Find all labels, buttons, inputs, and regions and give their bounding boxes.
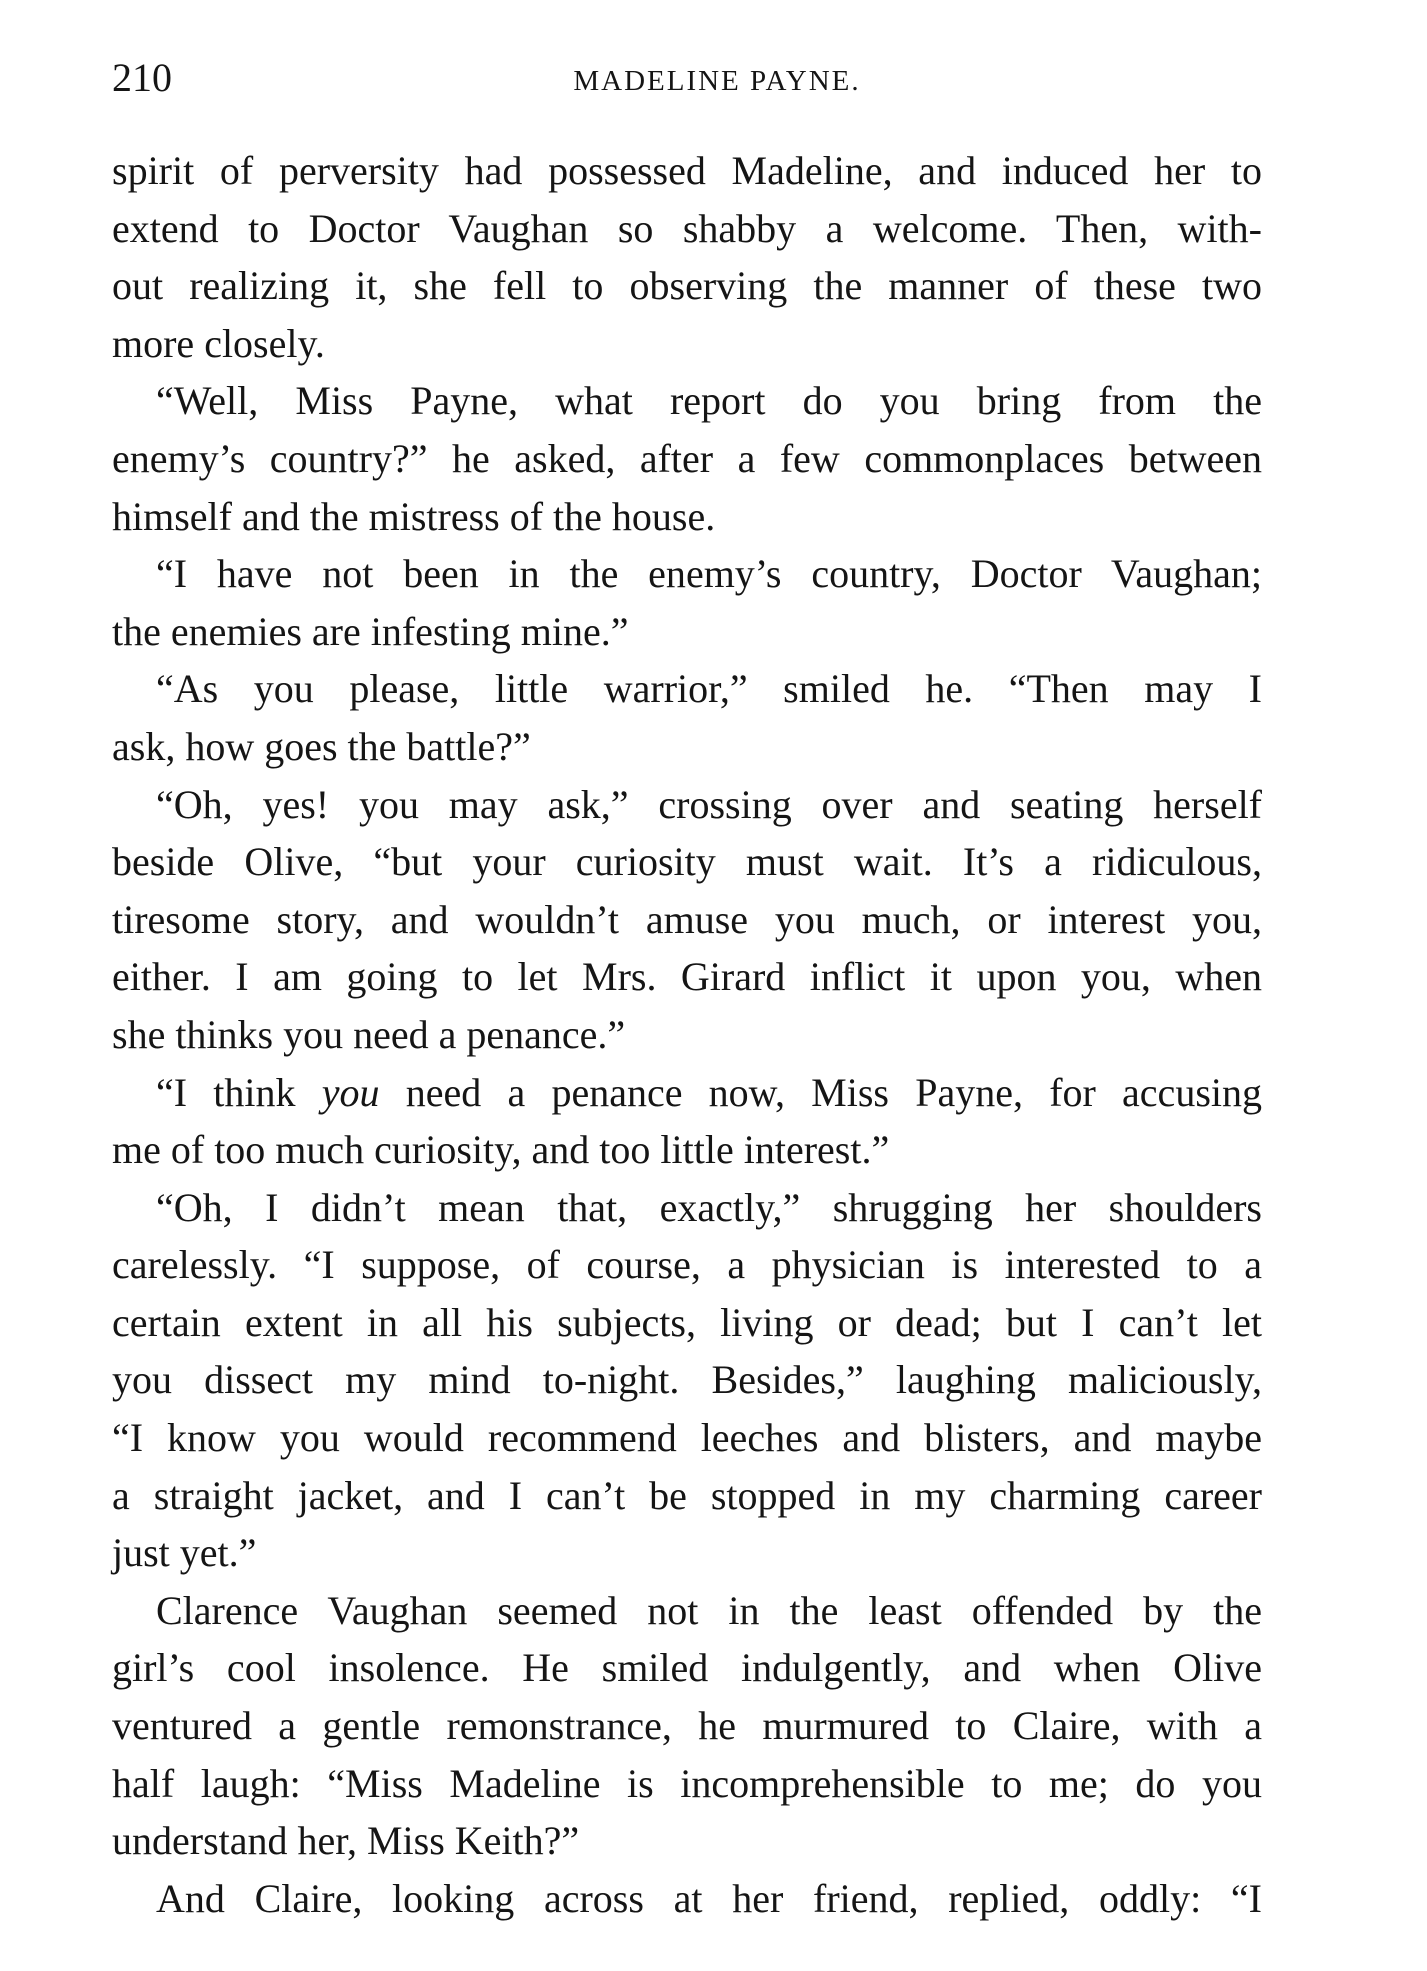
text-line: [112, 545, 1262, 603]
text-line: [112, 1467, 1262, 1525]
text-line: [112, 1294, 1262, 1352]
text-line: [112, 833, 1262, 891]
text-line: [112, 1179, 1262, 1237]
text-segment: beside Olive, “but your curiosity must wait. It’s a ridiculous,: [112, 839, 1262, 885]
text-segment: me of too much curiosity, and too little interest.”: [112, 1127, 890, 1173]
text-segment: the enemies are infesting mine.”: [112, 608, 629, 654]
text-segment: just yet.”: [112, 1530, 257, 1576]
text-segment: himself and the mistress of the house.: [112, 493, 716, 539]
text-line: [112, 488, 1262, 546]
page-number: 210: [112, 55, 172, 100]
text-segment: spirit of perversity had possessed Madeline, and induced her to: [112, 148, 1262, 193]
page-header: [112, 48, 1262, 108]
text-line: [112, 603, 1262, 661]
text-segment: a straight jacket, and I can’t be stopped in my charming career: [112, 1472, 1262, 1518]
text-segment: Clarence Vaughan seemed not in the least offended by the: [156, 1587, 1262, 1633]
text-line: [112, 718, 1262, 776]
text-segment: “I have not been in the enemy’s country, Doctor Vaughan;: [156, 551, 1262, 597]
text-segment: “Oh, I didn’t mean that, exactly,” shrugging her shoulders: [156, 1184, 1262, 1230]
text-line: [112, 372, 1262, 430]
text-line: [112, 1639, 1262, 1697]
text-segment: certain extent in all his subjects, living or dead; but I can’t let: [112, 1299, 1262, 1345]
text-line: [112, 1870, 1262, 1928]
text-segment: ventured a gentle remonstrance, he murmured to Claire, with a: [112, 1703, 1262, 1749]
text-line: [112, 1524, 1262, 1582]
text-line: [112, 257, 1262, 315]
text-line: [112, 776, 1262, 834]
text-segment: extend to Doctor Vaughan so shabby a welcome. Then, with-: [112, 205, 1262, 251]
text-segment: either. I am going to let Mrs. Girard inflict it upon you, when: [112, 954, 1262, 1000]
text-segment: out realizing it, she fell to observing the manner of these two: [112, 263, 1262, 309]
text-line: [112, 1236, 1262, 1294]
text-segment: carelessly. “I suppose, of course, a physician is interested to a: [112, 1242, 1262, 1288]
text-line: [112, 430, 1262, 488]
text-line: [112, 1582, 1262, 1640]
text-line: [112, 1006, 1262, 1064]
text-segment: you dissect my mind to-night. Besides,” laughing maliciously,: [112, 1357, 1262, 1403]
text-segment: tiresome story, and wouldn’t amuse you much, or interest you,: [112, 896, 1262, 942]
text-line: [112, 1064, 1262, 1122]
text-segment: half laugh: “Miss Madeline is incomprehensible to me; do you: [112, 1760, 1262, 1806]
text-segment: “As you please, little warrior,” smiled he. “Then may I: [156, 666, 1262, 712]
text-segment: “Well, Miss Payne, what report do you bring from the: [156, 378, 1262, 424]
text-segment: enemy’s country?” he asked, after a few commonplaces between: [112, 435, 1262, 481]
text-line: [112, 200, 1262, 258]
body-text: [112, 142, 1262, 1927]
running-title: MADELINE PAYNE.: [573, 65, 861, 97]
text-line: [112, 1755, 1262, 1813]
text-line: [112, 660, 1262, 718]
text-line: [112, 1812, 1262, 1870]
text-line: [112, 315, 1262, 373]
text-line: [112, 142, 1262, 200]
text-line: [112, 1409, 1262, 1467]
text-segment: And Claire, looking across at her friend, replied, oddly: “I: [156, 1875, 1262, 1921]
text-line: [112, 1121, 1262, 1179]
text-segment: “I know you would recommend leeches and blisters, and maybe: [112, 1415, 1262, 1461]
text-segment: understand her, Miss Keith?”: [112, 1818, 580, 1864]
italic-emphasis: you: [321, 1069, 380, 1115]
text-line: [112, 948, 1262, 1006]
text-segment: she thinks you need a penance.”: [112, 1011, 626, 1057]
text-line: [112, 891, 1262, 949]
text-line: [112, 1351, 1262, 1409]
text-segment: “Oh, yes! you may ask,” crossing over and seating herself: [156, 781, 1262, 827]
text-segment: girl’s cool insolence. He smiled indulgently, and when Olive: [112, 1645, 1262, 1691]
text-segment: ask, how goes the battle?”: [112, 723, 531, 769]
text-segment: need a penance now, Miss Payne, for accusing: [379, 1069, 1262, 1115]
text-segment: more closely.: [112, 320, 325, 366]
text-line: [112, 1697, 1262, 1755]
text-segment: “I think: [156, 1069, 322, 1115]
